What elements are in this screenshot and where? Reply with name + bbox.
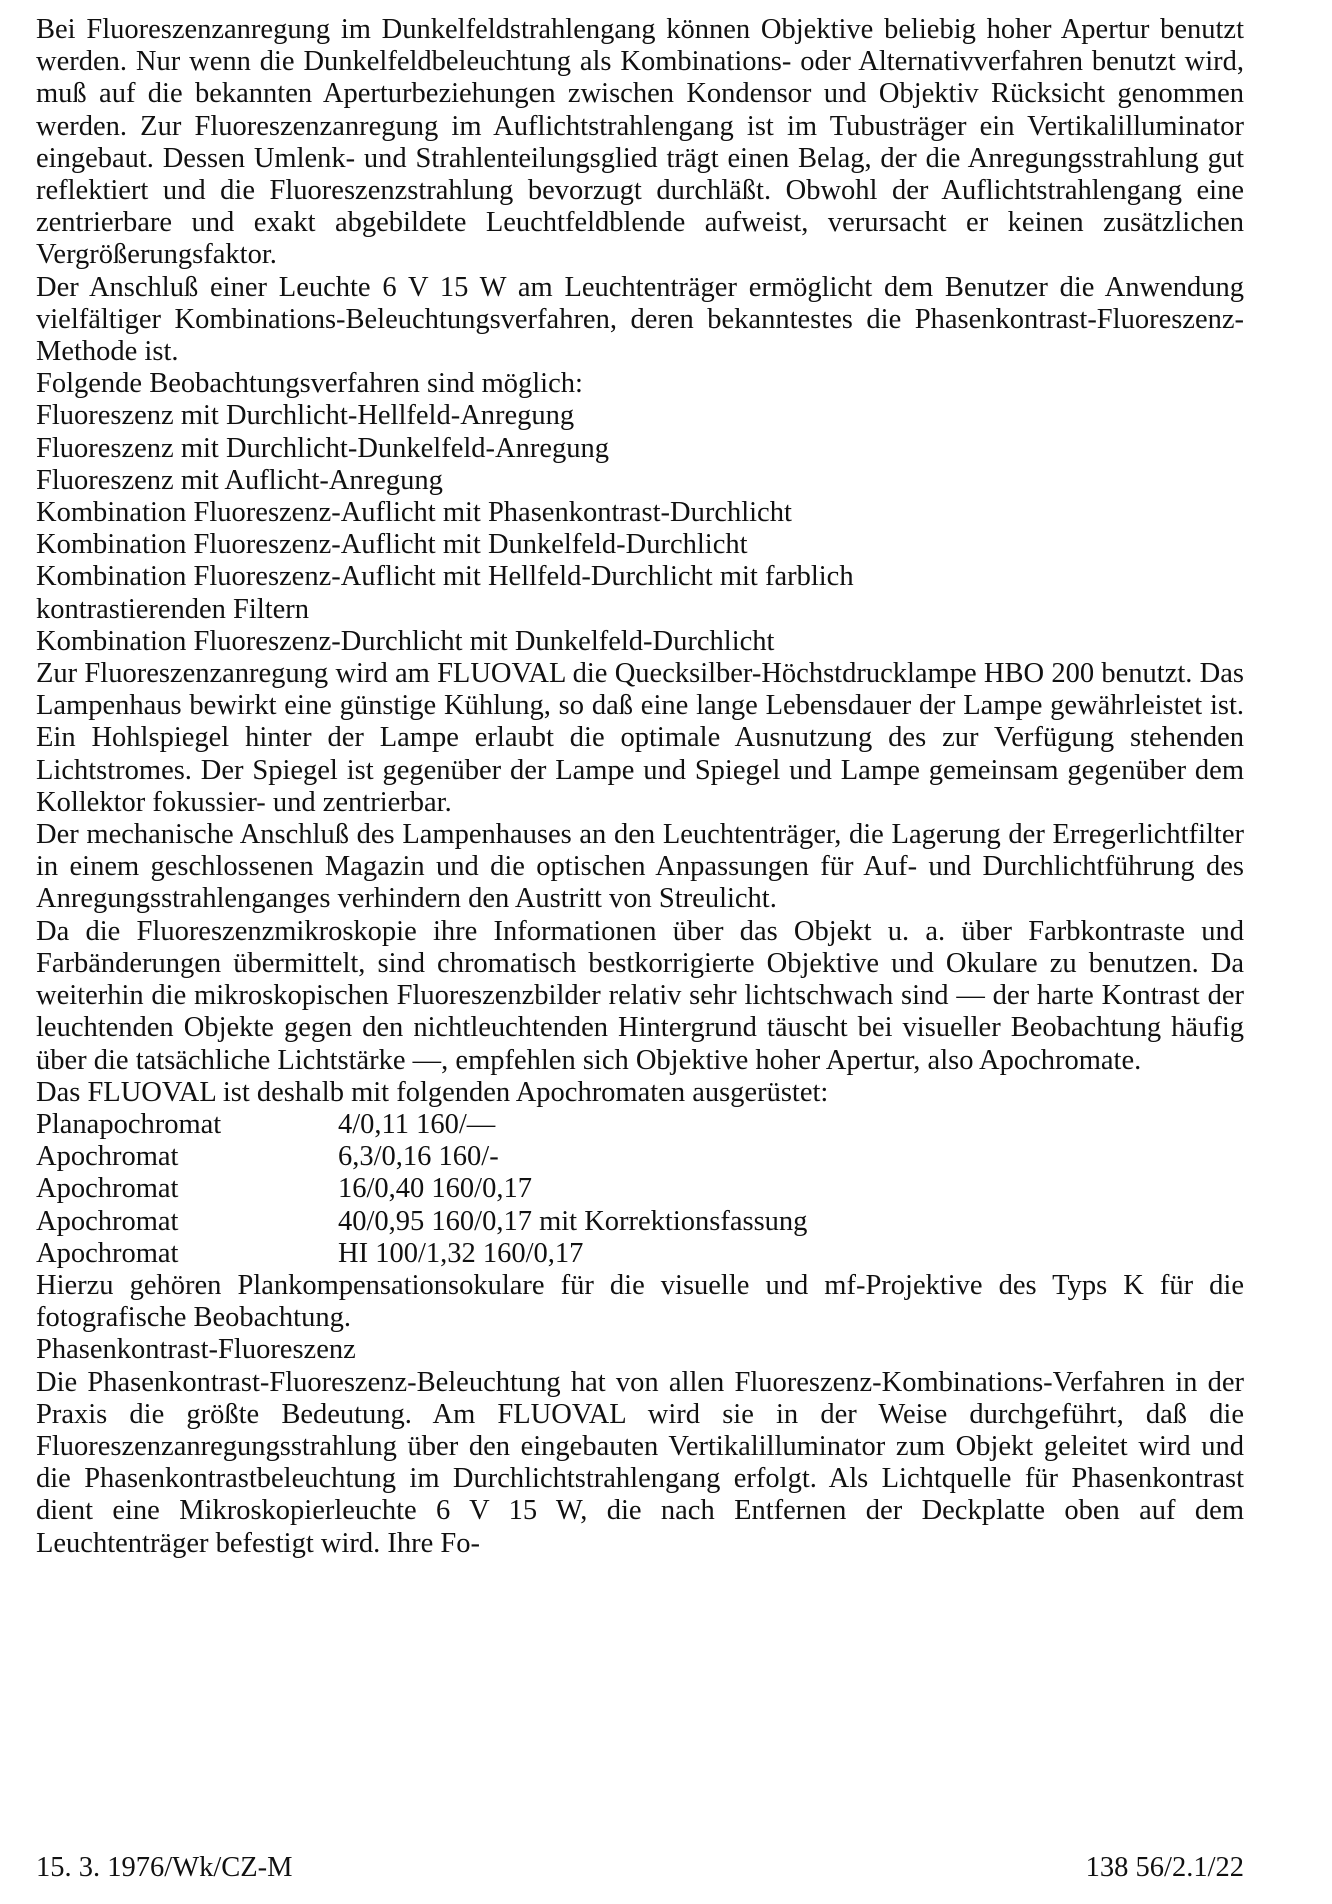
methods-list: [36, 400, 1244, 658]
footer-date-code: 15. 3. 1976/Wk/CZ-M: [36, 1852, 293, 1883]
paragraph-apochromats: Da die Fluoreszenzmikroskopie ihre Informationen über das Objekt u. a. über Farbkontraste und Farbänderungen übermittelt, sind chromatisch bestkorrigierte Objektive und Okulare zu benutzen. Da weiterhin die mikroskopischen Fluoreszenzbilder relativ sehr lichtschwach sind — der harte Kontrast der leuchtenden Objekte gegen den nichtleuchtenden Hintergrund täuscht bei visueller Beobachtung häufig über die tatsächliche Lichtstärke —, empfehlen sich Objektive hoher Apertur, also Apochromate.: [36, 915, 1244, 1076]
paragraph-phase-contrast: Die Phasenkontrast-Fluoreszenz-Beleuchtung hat von allen Fluoreszenz-Kombinations-Verfahren in der Praxis die größte Bedeutung. Am FLUOVAL wird sie in der Weise durchgeführt, daß die Fluoreszenzanregungsstrahlung über den eingebauten Vertikalilluminator zum Objekt geleitet wird und die Phasenkontrastbeleuchtung im Durchlichtstrahlengang erfolgt. Als Lichtquelle für Phasenkontrast dient eine Mikroskopierleuchte 6 V 15 W, die nach Entfernen der Deckplatte oben auf dem Leuchtenträger befestigt wird. Ihre Fo-: [36, 1366, 1244, 1559]
objective-name: Apochromat: [36, 1173, 179, 1205]
method-item: Kombination Fluoreszenz-Auflicht mit Phasenkontrast-Durchlicht: [36, 497, 792, 529]
objective-spec: HI 100/1,32 160/0,17: [338, 1237, 584, 1269]
objective-spec: 6,3/0,16 160/-: [338, 1141, 499, 1173]
method-item: Fluoreszenz mit Durchlicht-Dunkelfeld-Anregung: [36, 432, 609, 464]
objective-spec: 16/0,40 160/0,17: [338, 1173, 532, 1205]
method-item: Fluoreszenz mit Auflicht-Anregung: [36, 464, 443, 496]
objective-name: Apochromat: [36, 1237, 179, 1269]
table-row: [36, 1206, 807, 1238]
paragraph-lamp-connection: Der Anschluß einer Leuchte 6 V 15 W am Leuchtenträger ermöglicht dem Benutzer die Anwendung vielfältiger Kombinations-Beleuchtungsverfahren, deren bekanntestes die Phasenkontrast-Fluoreszenz-Methode ist.: [36, 271, 1244, 368]
paragraph-eyepieces: Hierzu gehören Plankompensationsokulare für die visuelle und mf-Projektive des Typs K für die fotografische Beobachtung.: [36, 1269, 1244, 1334]
method-item: Kombination Fluoreszenz-Auflicht mit Dunkelfeld-Durchlicht: [36, 529, 748, 561]
document-page: [36, 14, 1244, 1560]
methods-intro: Folgende Beobachtungsverfahren sind möglich:: [36, 368, 583, 400]
table-row: [36, 1141, 807, 1173]
objective-name: Planapochromat: [36, 1108, 222, 1140]
section-heading: Phasenkontrast-Fluoreszenz: [36, 1334, 356, 1366]
footer-page-number: 138 56/2.1/22: [1085, 1852, 1244, 1883]
paragraph-dark-field: Bei Fluoreszenzanregung im Dunkelfeldstrahlengang können Objektive beliebig hoher Apertur benutzt werden. Nur wenn die Dunkelfeldbeleuchtung als Kombinations- oder Alternativverfahren benutzt wird, muß auf die bekannten Aperturbeziehungen zwischen Kondensor und Objektiv Rücksicht genommen werden. Zur Fluoreszenzanregung im Auflichtstrahlengang ist im Tubusträger ein Vertikalilluminator eingebaut. Dessen Umlenk- und Strahlenteilungsglied trägt einen Belag, der die Anregungsstrahlung gut reflektiert und die Fluoreszenzstrahlung bevorzugt durchläßt. Obwohl der Auflichtstrahlengang eine zentrierbare und exakt abgebildete Leuchtfeldblende aufweist, verursacht er keinen zusätzlichen Vergrößerungsfaktor.: [36, 14, 1244, 271]
method-item: Fluoreszenz mit Durchlicht-Hellfeld-Anregung: [36, 400, 575, 432]
table-row: [36, 1238, 807, 1270]
objectives-intro: Das FLUOVAL ist deshalb mit folgenden Apochromaten ausgerüstet:: [36, 1076, 829, 1108]
paragraph-hbo-lamp: Zur Fluoreszenzanregung wird am FLUOVAL die Quecksilber-Höchstdrucklampe HBO 200 benutzt. Das Lampenhaus bewirkt eine günstige Kühlung, so daß eine lange Lebensdauer der Lampe gewährleistet ist. Ein Hohlspiegel hinter der Lampe erlaubt die optimale Ausnutzung des zur Verfügung stehenden Lichtstromes. Der Spiegel ist gegenüber der Lampe und Spiegel und Lampe gemeinsam gegenüber dem Kollektor fokussier- und zentrierbar.: [36, 658, 1244, 818]
method-item: Kombination Fluoreszenz-Durchlicht mit Dunkelfeld-Durchlicht: [36, 625, 775, 657]
table-row: [36, 1173, 807, 1205]
method-item: kontrastierenden Filtern: [36, 593, 310, 625]
objective-spec: 4/0,11 160/—: [338, 1108, 496, 1140]
table-row: [36, 1109, 807, 1141]
objective-name: Apochromat: [36, 1141, 179, 1173]
objective-spec: 40/0,95 160/0,17 mit Korrektionsfassung: [338, 1205, 808, 1237]
paragraph-lamp-housing: Der mechanische Anschluß des Lampenhauses an den Leuchtenträger, die Lagerung der Erregerlichtfilter in einem geschlossenen Magazin und die optischen Anpassungen für Auf- und Durchlichtführung des Anregungsstrahlenganges verhindern den Austritt von Streulicht.: [36, 819, 1244, 915]
objective-name: Apochromat: [36, 1205, 179, 1237]
method-item: Kombination Fluoreszenz-Auflicht mit Hellfeld-Durchlicht mit farblich: [36, 561, 854, 593]
objectives-table: [36, 1109, 807, 1270]
